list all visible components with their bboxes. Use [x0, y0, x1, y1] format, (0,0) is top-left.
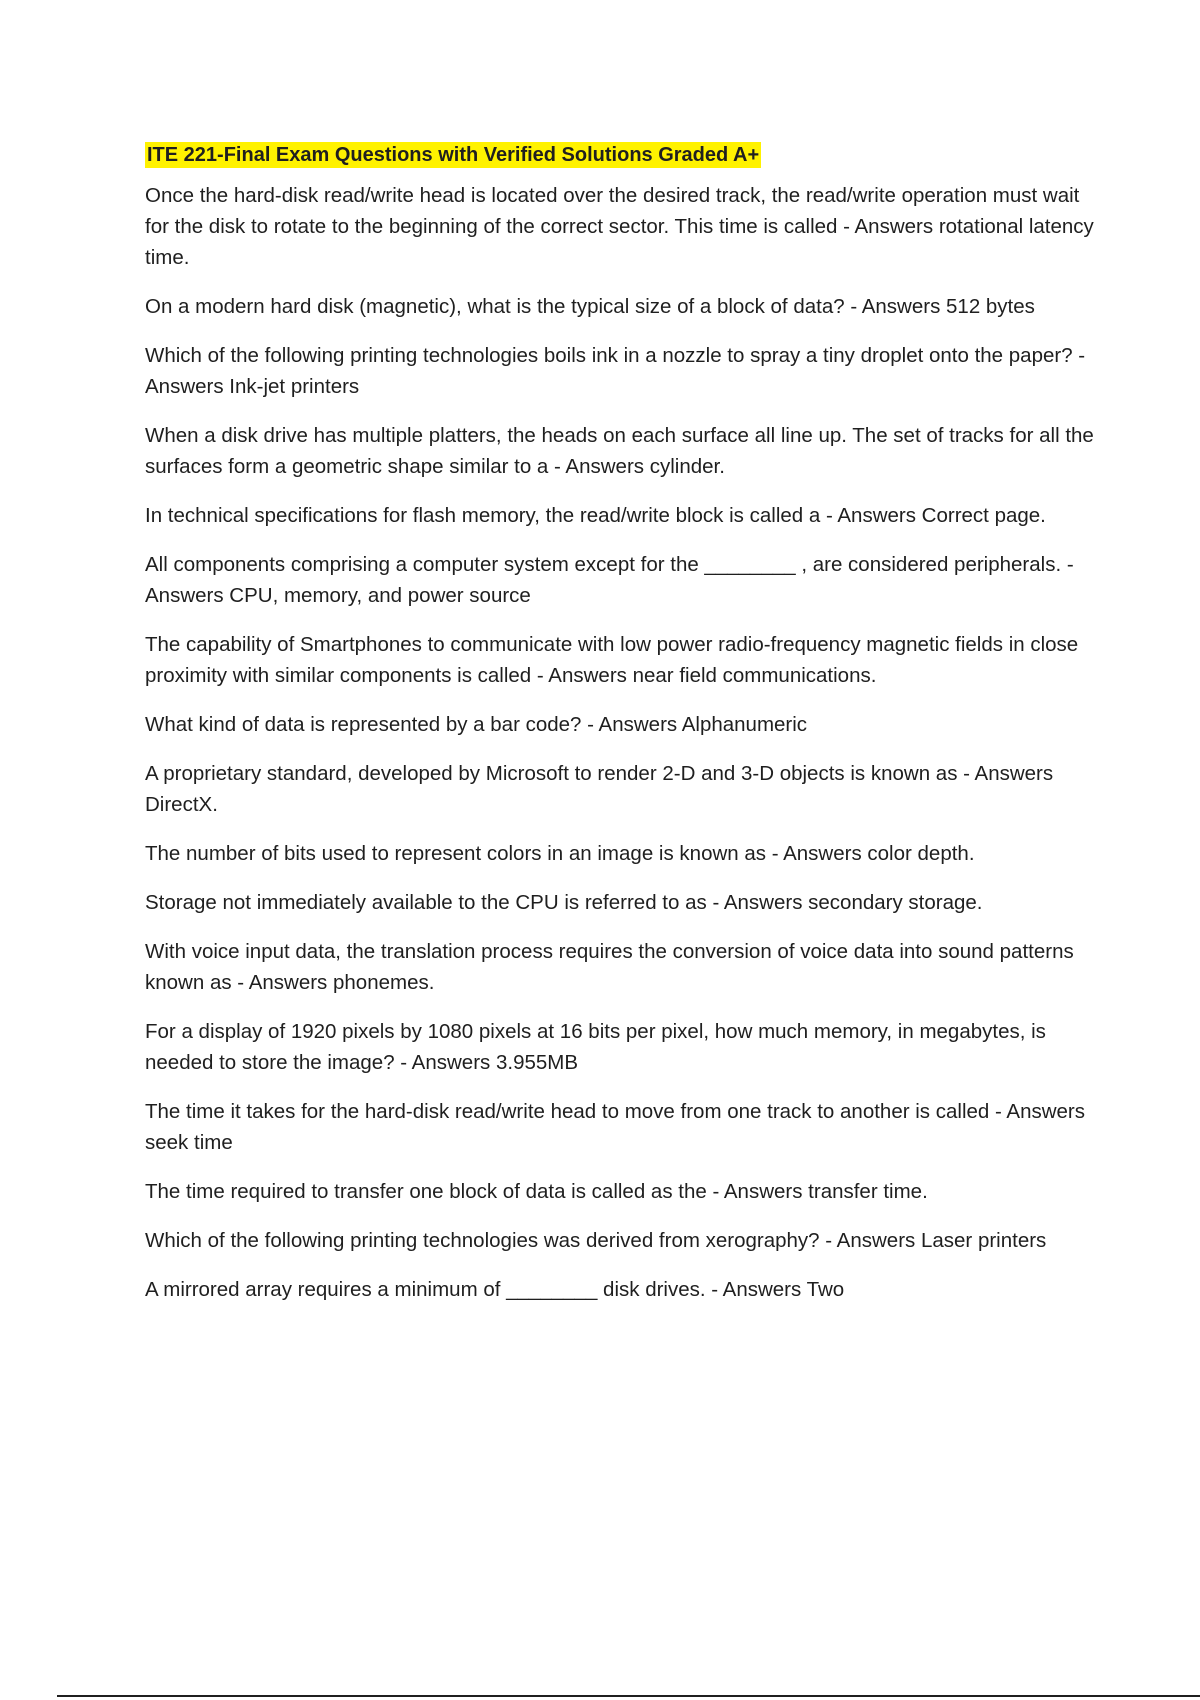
qa-item: In technical specifications for flash memory, the read/write block is called a - Answers Correct page. — [145, 504, 1046, 527]
qa-item: What kind of data is represented by a bar code? - Answers Alphanumeric — [145, 713, 808, 736]
qa-item: A mirrored array requires a minimum of ________ disk drives. - Answers Two — [145, 1278, 845, 1301]
qa-item: A proprietary standard, developed by Microsoft to render 2-D and 3-D objects is known as - Answers DirectX. — [145, 762, 1054, 816]
qa-item: Which of the following printing technologies was derived from xerography? - Answers Laser printers — [145, 1229, 1047, 1252]
qa-item: Which of the following printing technologies boils ink in a nozzle to spray a tiny droplet onto the paper? - Answers Ink-jet printers — [145, 344, 1086, 398]
qa-item: The number of bits used to represent colors in an image is known as - Answers color depth. — [145, 842, 975, 865]
qa-item: The time it takes for the hard-disk read/write head to move from one track to another is called - Answers seek time — [145, 1100, 1086, 1154]
qa-item: On a modern hard disk (magnetic), what is the typical size of a block of data? - Answers 512 bytes — [145, 295, 1035, 318]
qa-item: The capability of Smartphones to communicate with low power radio-frequency magnetic fields in close proximity with similar components is called - Answers near field communications. — [145, 633, 1079, 687]
qa-item: Once the hard-disk read/write head is located over the desired track, the read/write operation must wait for the disk to rotate to the beginning of the correct sector. This time is called - Answers rotational latency time. — [145, 184, 1094, 269]
qa-item: The time required to transfer one block of data is called as the - Answers transfer time. — [145, 1180, 928, 1203]
qa-item: For a display of 1920 pixels by 1080 pixels at 16 bits per pixel, how much memory, in megabytes, is needed to store the image? - Answers 3.955MB — [145, 1020, 1046, 1074]
document-title: ITE 221-Final Exam Questions with Verified Solutions Graded A+ — [147, 144, 760, 166]
qa-item: When a disk drive has multiple platters, the heads on each surface all line up. The set of tracks for all the surfaces form a geometric shape similar to a - Answers cylinder. — [145, 424, 1094, 478]
qa-item: All components comprising a computer system except for the ________ , are considered peripherals. - Answers CPU, memory, and power source — [145, 553, 1074, 607]
qa-item: Storage not immediately available to the CPU is referred to as - Answers secondary storage. — [145, 891, 983, 914]
qa-item: With voice input data, the translation process requires the conversion of voice data into sound patterns known as - Answers phonemes. — [145, 940, 1074, 994]
footer-divider — [57, 1695, 1200, 1697]
document-page — [145, 142, 1105, 1323]
